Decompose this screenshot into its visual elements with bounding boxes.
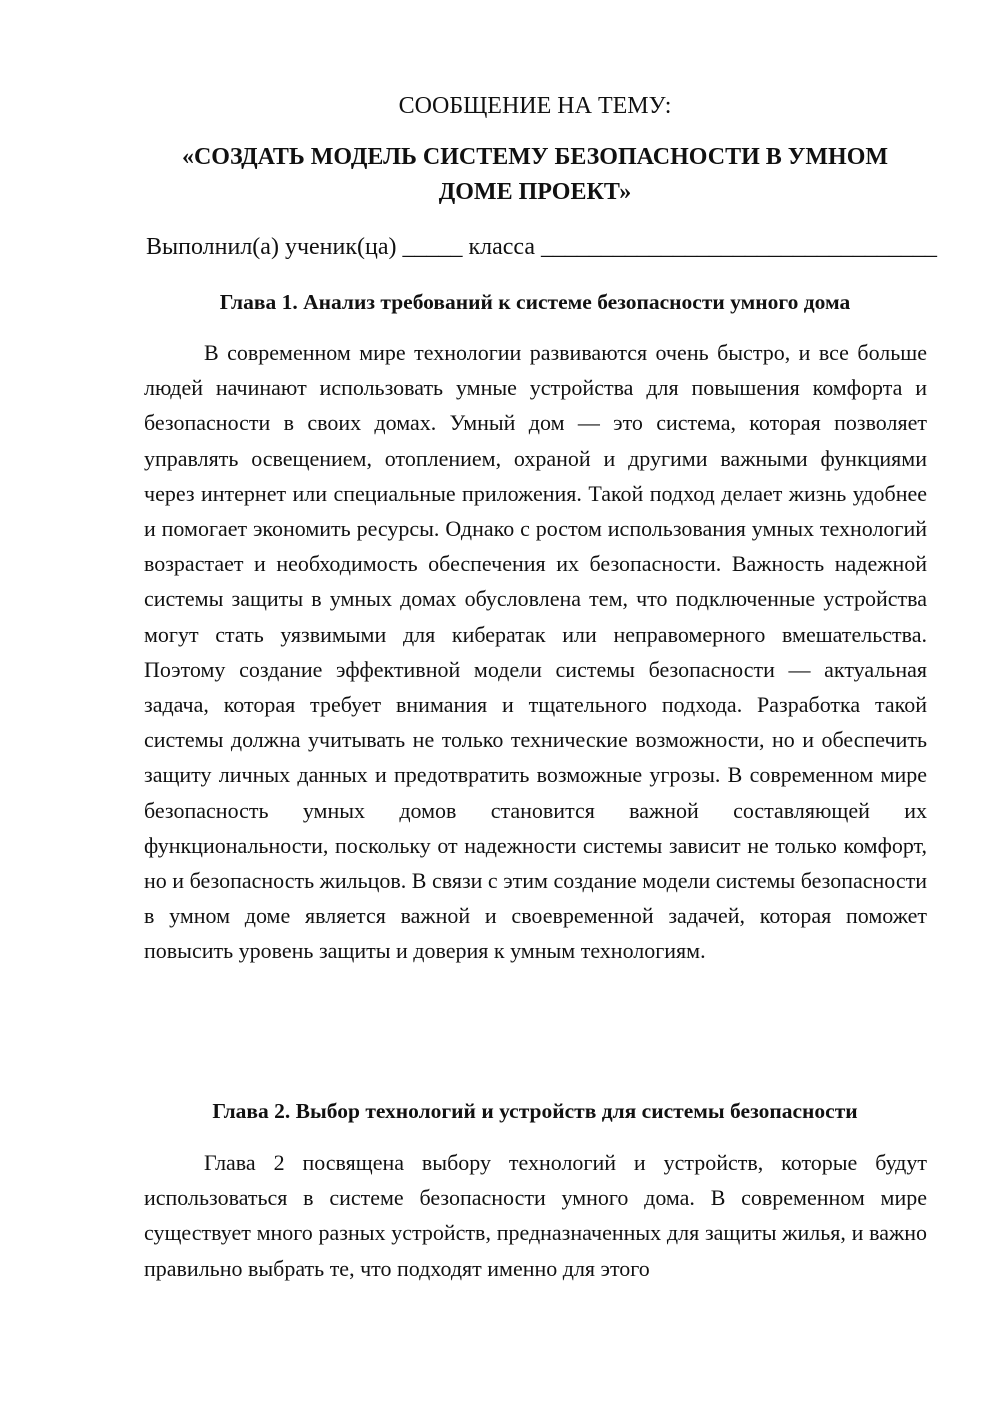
subject-line: СООБЩЕНИЕ НА ТЕМУ:: [398, 93, 672, 119]
chapter-2-paragraph: Глава 2 посвящена выбору технологий и устройств, которые будут использоваться в системе безопасности умного дома. В современном мире существует много разных устройств, предназначенных для защиты жилья, и важно правильно выбрать те, что подходят именно для этого: [144, 1150, 927, 1281]
author-line: Выполнил(а) ученик(ца) _____ класса _________________________________: [146, 234, 938, 260]
chapter-1-paragraph: В современном мире технологии развиваются очень быстро, и все больше людей начинают использовать умные устройства для повышения комфорта и безопасности в своих домах. Умный дом — это система, которая позволяет управлять освещением, отоплением, охраной и другими важными функциями через интернет или специальные приложения. Такой подход делает жизнь удобнее и помогает экономить ресурсы. Однако с ростом использования умных технологий возрастает и необходимость обеспечения их безопасности. Важность надежной системы защиты в умных домах обусловлена тем, что подключенные устройства могут стать уязвимыми для кибератак или неправомерного вмешательства. Поэтому создание эффективной модели системы безопасности — актуальная задача, которая требует внимания и тщательного подхода. Разработка такой системы должна учитывать не только технические возможности, но и обеспечить защиту личных данных и предотвратить возможные угрозы. В современном мире безопасность умных домов становится важной составляющей их функциональности, поскольку от надежности системы зависит не только комфорт, но и безопасность жильцов. В связи с этим создание модели системы безопасности в умном доме является важной и своевременной задачей, которая поможет повысить уровень защиты и доверия к умным технологиям.: [144, 340, 927, 964]
document-title: «СОЗДАТЬ МОДЕЛЬ СИСТЕМУ БЕЗОПАСНОСТИ В УМНОМ ДОМЕ ПРОЕКТ»: [181, 144, 889, 205]
chapter-2-heading: Глава 2. Выбор технологий и устройств для системы безопасности: [212, 1099, 858, 1123]
chapter-1-heading: Глава 1. Анализ требований к системе безопасности умного дома: [219, 290, 851, 314]
